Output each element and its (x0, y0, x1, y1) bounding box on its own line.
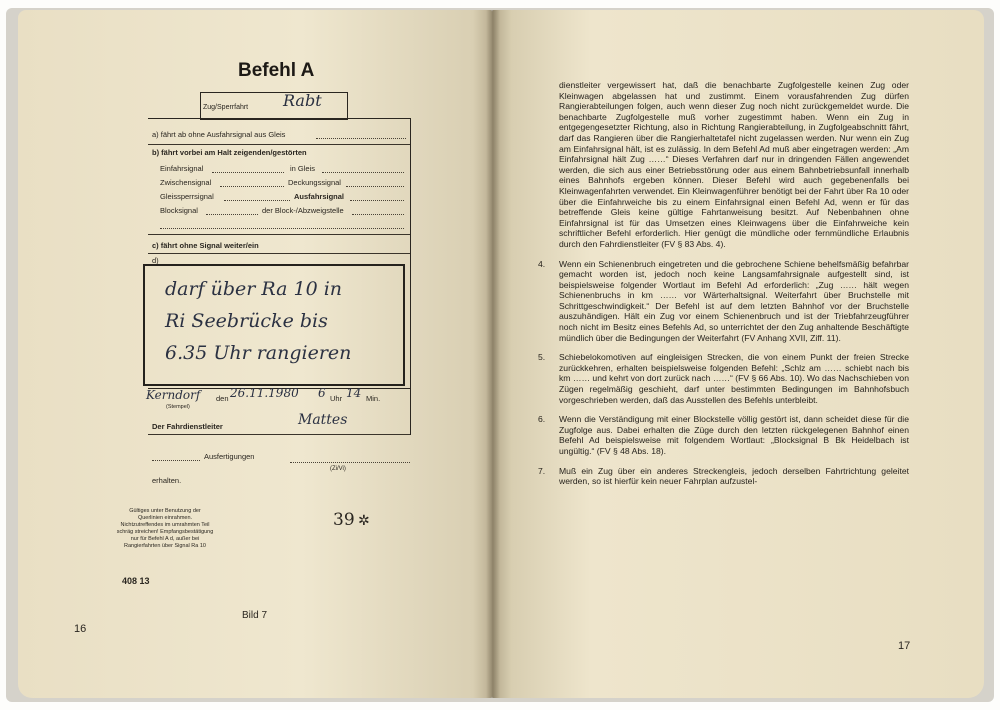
zv-ref: (Zi/Vi) (330, 466, 346, 472)
form-line (148, 253, 410, 254)
row-c-label: c) fährt ohne Signal weiter/ein (152, 241, 259, 250)
row-d-label: d) (152, 256, 159, 265)
row-a-dots (316, 138, 406, 139)
in-gleis-label: in Gleis (290, 164, 316, 173)
block-dots (206, 214, 258, 215)
deckung-dots (346, 186, 404, 187)
station-handwritten: Kerndorf (146, 388, 201, 402)
ausfahr-dots (350, 200, 404, 201)
zug-label: Zug/Sperrfahrt (203, 104, 249, 111)
einfahr-dots (212, 172, 284, 173)
list-item (538, 465, 909, 487)
ausfertigungen-label: Ausfertigungen (204, 452, 255, 461)
list-item (538, 258, 909, 344)
fahrdienstleiter-label: Der Fahrdienstleiter (152, 422, 223, 431)
einfahrsignal-label: Einfahrsignal (160, 164, 204, 173)
star-icon: ✲ (358, 512, 370, 528)
zwischensignal-label: Zwischensignal (160, 178, 212, 187)
list-item (538, 414, 909, 456)
item-text: Wenn die Verständigung mit einer Blockstelle völlig gestört ist, dann scheidet diese für die Zugfolge aus. Dabei erhalten die Züge durch den letzten rückgelegenen Bahnhof einen Befehl Ad beispielsweise mit folgendem Wortlaut: „Blocksignal B Bk Heidelbach ist ungültig.“ (FV § 48 Abs. 18). (559, 414, 909, 456)
gleissperr-dots (224, 200, 290, 201)
item-number: 4. (538, 258, 546, 269)
form-line (148, 434, 410, 435)
form-notes: Gültiges unter Benutzung der Querlinien einrahmen. Nichtzutreffendes im umrahmten Teil schräg streichen! Empfangsbestätigung nur für Befehl A d, außer bei Rangierfahrten über Signal Ra 10 (116, 508, 214, 549)
item-number: 7. (538, 465, 546, 476)
handwritten-line-2: Ri Seebrücke bis (165, 310, 328, 332)
right-page-number: 17 (898, 640, 911, 652)
item-text: Wenn ein Schienenbruch eingetreten und die gebrochene Schiene behelfsmäßig befahrbar gemacht worden ist, jedoch noch keine Langsamfahrsignale aufgestellt sind, ist beispielsweise folgender Wortlaut im Befehl Ad erforderlich: „Zug …… hält wegen Schienenbruchs in km …… vor Wärterhaltsignal. Weiterfahrt über Bruchstelle mit Schrittgeschwindigkeit.“ Der Befehl ist auf dem letzten Bahnhof vor der Bruchstelle auszuhändigen. Hält ein Zug vor einem Schienenbruch und ist der Triebfahrzeugführer noch nicht im Besitz eines Befehls Ad, so unterrichtet der den Zug anhaltende Beschäftigte mündlich über die Bedingungen der Weiterfahrt (FV Anhang XVII, Ziff. 11). (559, 258, 909, 343)
date-handwritten: 26.11.1980 (230, 386, 299, 400)
page-code: 39 (333, 510, 355, 530)
gleissperrsignal-label: Gleissperrsignal (160, 192, 214, 201)
uhr-label: Uhr (330, 394, 343, 403)
zug-field (200, 92, 348, 120)
book-gutter (486, 10, 500, 698)
signature-dots (290, 462, 410, 463)
item-number: 5. (538, 352, 546, 363)
item-number: 6. (538, 414, 546, 425)
right-page-text (538, 80, 909, 496)
blockstelle-dots (352, 214, 404, 215)
handwritten-line-1: darf über Ra 10 in (165, 278, 343, 300)
minute-handwritten: 14 (346, 386, 362, 400)
list-item (538, 352, 909, 405)
signature: Mattes (298, 412, 348, 428)
handwritten-line-3: 6.35 Uhr rangieren (165, 342, 352, 364)
min-label: Min. (366, 394, 381, 403)
figure-caption: Bild 7 (242, 610, 268, 621)
row-a-label: a) fährt ab ohne Ausfahrsignal aus Gleis (152, 130, 286, 139)
intro-paragraph: dienstleiter vergewissert hat, daß die benachbarte Zugfolgestelle keinen Zug oder Kleinwagen abgelassen hat und zustimmt. Einem vorausfahrenden Zug dürfen Rangierabteilungen folgen, auch wenn dieser Zug noch nicht zurückgemeldet wurde. Die benachbarte Zugfolgestelle muß vorher zugestimmt haben. Wenn ein Zug in entgegengesetzter Richtung, also in Richtung Rangierabteilung, in Zugfolgeabschnitt fährt, darf das Rangieren über die Rangierhaltetafel nicht zugelassen werden. Nur wenn ein Zug am Einfahrsignal hält, ist es zulässig. In dem Befehl Ad muß aber eingetragen werden: „Am Einfahrsignal hält Zug ……“ Dieses Verfahren darf nur in dringenden Fällen angewendet werden, die sich aus einer Betriebsstörung oder aus einem Bahnbetriebsunfall innerhalb eines Bahnhofs ergeben können. Dieser Befehl wird auch gegebenenfalls bei Kleinwagenfahrten verwendet. Ein Kleinwagenführer benötigt bei der Fahrt über Ra 10 oder über die Einfahrweiche bis zu einem Einfahrsignal einen Befehl Ad, wenn er für das betreffende Gleis keine gültige Fahrtanweisung besitzt. Auf Nebenbahnen ohne Einfahrsignal ist für das Umsetzen eines Kleinwagens über die Einfahrweiche kein schriftlicher Befehl erforderlich. Hier genügt die mündliche oder fernmündliche Erlaubnis durch den Fahrdienstleiter (FV § 83 Abs. 4). (559, 80, 909, 249)
gleis-dots (322, 172, 404, 173)
stempel-label: (Stempel) (166, 404, 190, 410)
block-stelle-label: der Block-/Abzweigstelle (262, 206, 344, 215)
form-line (148, 144, 410, 145)
handwritten-instruction-box (143, 264, 405, 386)
form-line (148, 234, 410, 235)
ausfertigungen-dots (152, 460, 200, 461)
zug-handwritten-value: Rabt (283, 91, 322, 110)
den-label: den (216, 394, 229, 403)
form-title: Befehl A (238, 60, 315, 81)
blocksignal-label: Blocksignal (160, 206, 198, 215)
left-page-number: 16 (74, 623, 87, 635)
item-text: Muß ein Zug über ein anderes Streckengleis, jedoch derselben Fahrtrichtung geleitet werden, so ist hierfür kein neuer Fahrplan aufzustel- (559, 465, 909, 487)
extra-dots (160, 228, 404, 229)
item-text: Schiebelokomotiven auf eingleisigen Strecken, die von einem Punkt der freien Strecke zurückkehren, erhalten beispielsweise folgenden Befehl: „Schlz am …… schiebt nach bis km …… und kehrt von dort zurück nach ……“ (FV § 66 Abs. 10). Wo das Nachschieben von Zügen regelmäßig geschieht, darf unter bestimmten Bedingungen im Bahnhofsbuch vorgeschrieben werden, daß das Ausstellen des Befehls unterbleibt. (559, 352, 909, 405)
erhalten-label: erhalten. (152, 476, 182, 485)
zwischen-dots (220, 186, 284, 187)
hour-handwritten: 6 (318, 386, 326, 400)
deckungssignal-label: Deckungssignal (288, 178, 341, 187)
ausfahrsignal-label: Ausfahrsignal (294, 192, 345, 201)
form-number: 408 13 (122, 576, 150, 586)
row-b-label: b) fährt vorbei am Halt zeigenden/gestörten (152, 148, 307, 157)
